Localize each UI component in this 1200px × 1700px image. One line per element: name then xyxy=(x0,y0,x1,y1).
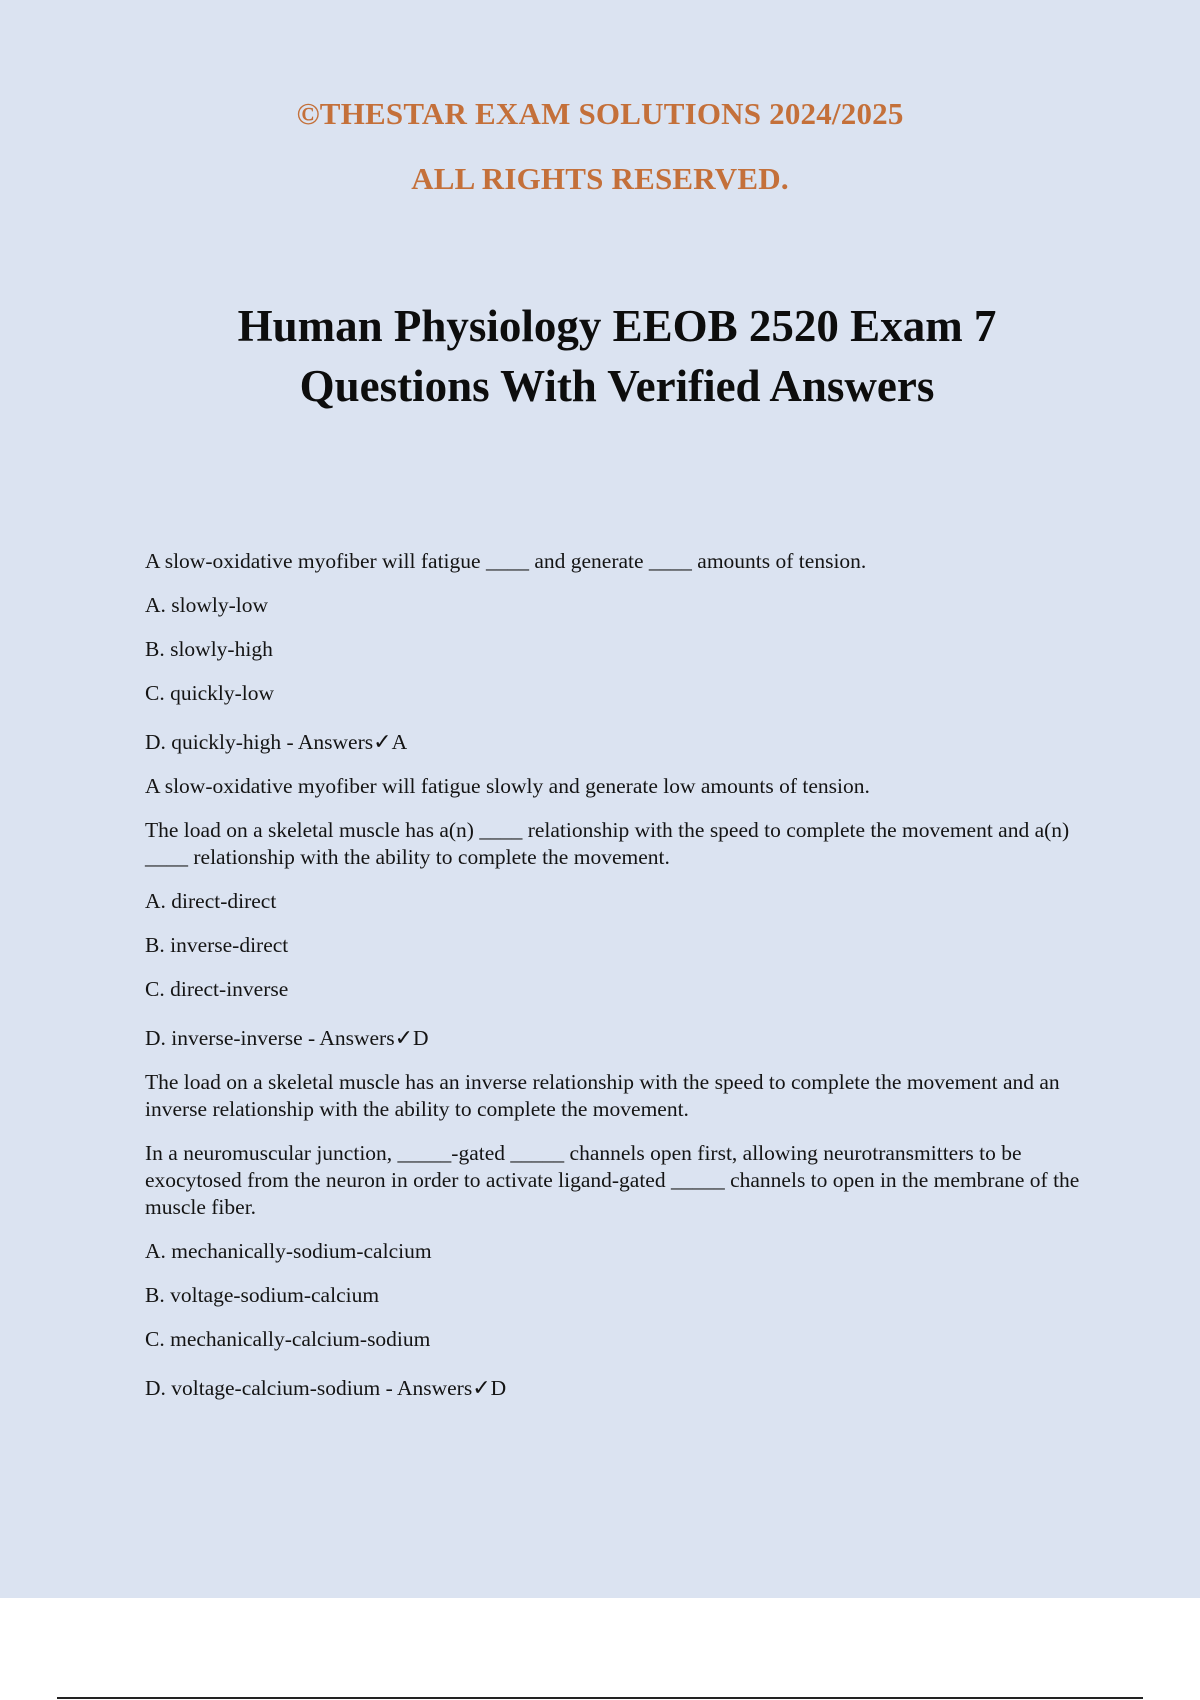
option-d-answer xyxy=(145,729,1085,756)
title-line-1: Human Physiology EEOB 2520 Exam 7 xyxy=(237,301,997,351)
option-c: C. mechanically-calcium-sodium xyxy=(145,1327,431,1351)
checkmark-icon: ✓ xyxy=(394,1026,414,1051)
answer-explanation: The load on a skeletal muscle has an inverse relationship with the speed to complete the movement and an inverse relationship with the ability to complete the movement. xyxy=(145,1070,1060,1121)
option-b: B. slowly-high xyxy=(145,637,273,661)
checkmark-icon: ✓ xyxy=(472,1376,491,1401)
answer-letter: D xyxy=(413,1026,429,1050)
rights-reserved-header: ALL RIGHTS RESERVED. xyxy=(411,161,789,196)
question-text: In a neuromuscular junction, _____-gated _____ channels open first, allowing neurotransmitters to be exocytosed from the neuron in order to activate ligand-gated _____ channels to open in the membrane of the muscle fiber. xyxy=(145,1141,1080,1219)
option-a: A. mechanically-sodium-calcium xyxy=(145,1239,432,1263)
question-text: A slow-oxidative myofiber will fatigue ____ and generate ____ amounts of tension. xyxy=(145,549,867,573)
copyright-header: ©THESTAR EXAM SOLUTIONS 2024/2025 xyxy=(296,96,904,131)
document-title xyxy=(0,296,1200,416)
option-d-text: D. inverse-inverse - Answers xyxy=(145,1026,395,1050)
answer-letter: D xyxy=(490,1376,507,1400)
option-b: B. inverse-direct xyxy=(145,933,289,957)
option-c: C. direct-inverse xyxy=(145,977,289,1001)
option-d-text: D. quickly-high - Answers xyxy=(145,730,374,754)
answer-letter: A xyxy=(391,730,408,754)
option-a: A. slowly-low xyxy=(145,593,269,617)
footer-divider xyxy=(57,1697,1143,1699)
checkmark-icon: ✓ xyxy=(373,730,392,755)
option-c: C. quickly-low xyxy=(145,681,274,705)
answer-explanation: A slow-oxidative myofiber will fatigue slowly and generate low amounts of tension. xyxy=(145,774,870,798)
option-b: B. voltage-sodium-calcium xyxy=(145,1283,380,1307)
question-text: The load on a skeletal muscle has a(n) ____ relationship with the speed to complete the movement and a(n) ____ relationship with the ability to complete the movement. xyxy=(145,818,1070,869)
option-d-answer xyxy=(145,1375,1085,1402)
title-line-2: Questions With Verified Answers xyxy=(299,361,935,411)
question-list xyxy=(145,548,1085,1419)
option-a: A. direct-direct xyxy=(145,889,277,913)
option-d-answer xyxy=(145,1025,1085,1052)
option-d-text: D. voltage-calcium-sodium - Answers xyxy=(145,1376,473,1400)
